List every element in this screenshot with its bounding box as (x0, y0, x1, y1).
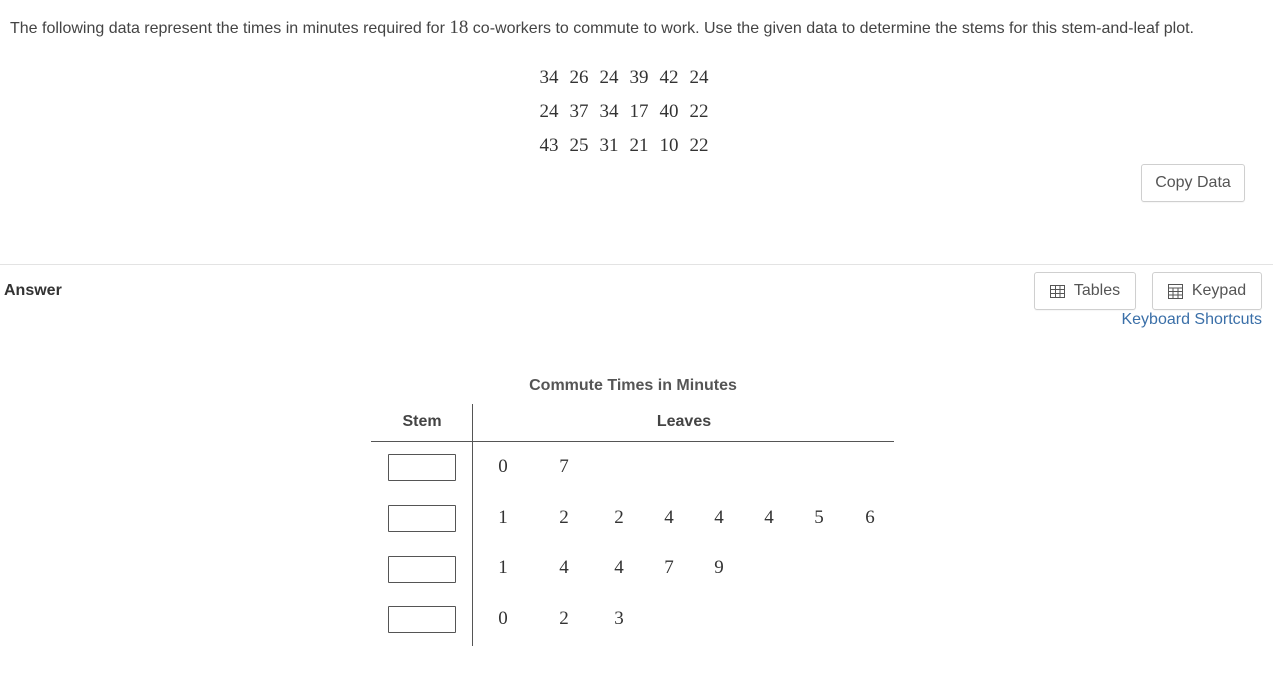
data-value: 24 (599, 67, 619, 88)
answer-label: Answer (4, 282, 62, 299)
data-value: 21 (629, 135, 649, 156)
leaf: 5 (814, 507, 824, 528)
calculator-icon (1168, 284, 1183, 299)
data-value: 42 (659, 67, 679, 88)
leaf: 3 (614, 608, 624, 629)
data-value: 22 (689, 101, 709, 122)
tables-button[interactable] (1034, 272, 1136, 310)
copy-data-button[interactable]: Copy Data (1141, 164, 1245, 202)
data-value: 37 (569, 101, 589, 122)
leaf: 4 (559, 557, 569, 578)
leaf: 4 (664, 507, 674, 528)
data-value: 31 (599, 135, 619, 156)
data-value: 26 (569, 67, 589, 88)
question-suffix: co-workers to commute to work. Use the given data to determine the stems for this stem-and-leaf plot. (468, 20, 1194, 37)
question-prefix: The following data represent the times in minutes required for (10, 20, 450, 37)
leaf: 4 (614, 557, 624, 578)
data-value: 24 (689, 67, 709, 88)
leaf: 1 (498, 557, 508, 578)
leaf: 2 (559, 608, 569, 629)
leaf: 0 (498, 456, 508, 477)
leaf: 6 (865, 507, 875, 528)
question-text (10, 17, 1265, 39)
data-row (534, 130, 714, 164)
data-set (534, 62, 714, 164)
header-rule (371, 441, 894, 442)
data-value: 40 (659, 101, 679, 122)
data-value: 39 (629, 67, 649, 88)
data-value: 22 (689, 135, 709, 156)
data-row (534, 96, 714, 130)
stem-input-row-3[interactable] (388, 556, 456, 583)
data-row (534, 62, 714, 96)
keypad-button-label: Keypad (1191, 282, 1247, 299)
data-value: 43 (539, 135, 559, 156)
tables-button-label: Tables (1073, 282, 1121, 299)
data-value: 34 (539, 67, 559, 88)
coworker-count: 18 (449, 17, 469, 38)
stem-input-row-4[interactable] (388, 606, 456, 633)
leaf: 9 (714, 557, 724, 578)
stem-leaf-divider (472, 404, 473, 646)
leaf: 7 (664, 557, 674, 578)
data-value: 10 (659, 135, 679, 156)
stem-input-row-1[interactable] (388, 454, 456, 481)
leaf: 4 (714, 507, 724, 528)
leaf: 7 (559, 456, 569, 477)
table-icon (1050, 285, 1065, 298)
plot-title: Commute Times in Minutes (529, 377, 737, 394)
data-value: 17 (629, 101, 649, 122)
keyboard-shortcuts-link[interactable]: Keyboard Shortcuts (1121, 311, 1262, 328)
leaf: 1 (498, 507, 508, 528)
leaf: 2 (614, 507, 624, 528)
section-divider (0, 264, 1273, 265)
leaf: 4 (764, 507, 774, 528)
keypad-button[interactable] (1152, 272, 1262, 310)
leaf: 2 (559, 507, 569, 528)
data-value: 25 (569, 135, 589, 156)
data-value: 24 (539, 101, 559, 122)
leaves-column-header: Leaves (656, 413, 712, 430)
stem-input-row-2[interactable] (388, 505, 456, 532)
leaf: 0 (498, 608, 508, 629)
stem-column-header: Stem (402, 413, 442, 430)
data-value: 34 (599, 101, 619, 122)
